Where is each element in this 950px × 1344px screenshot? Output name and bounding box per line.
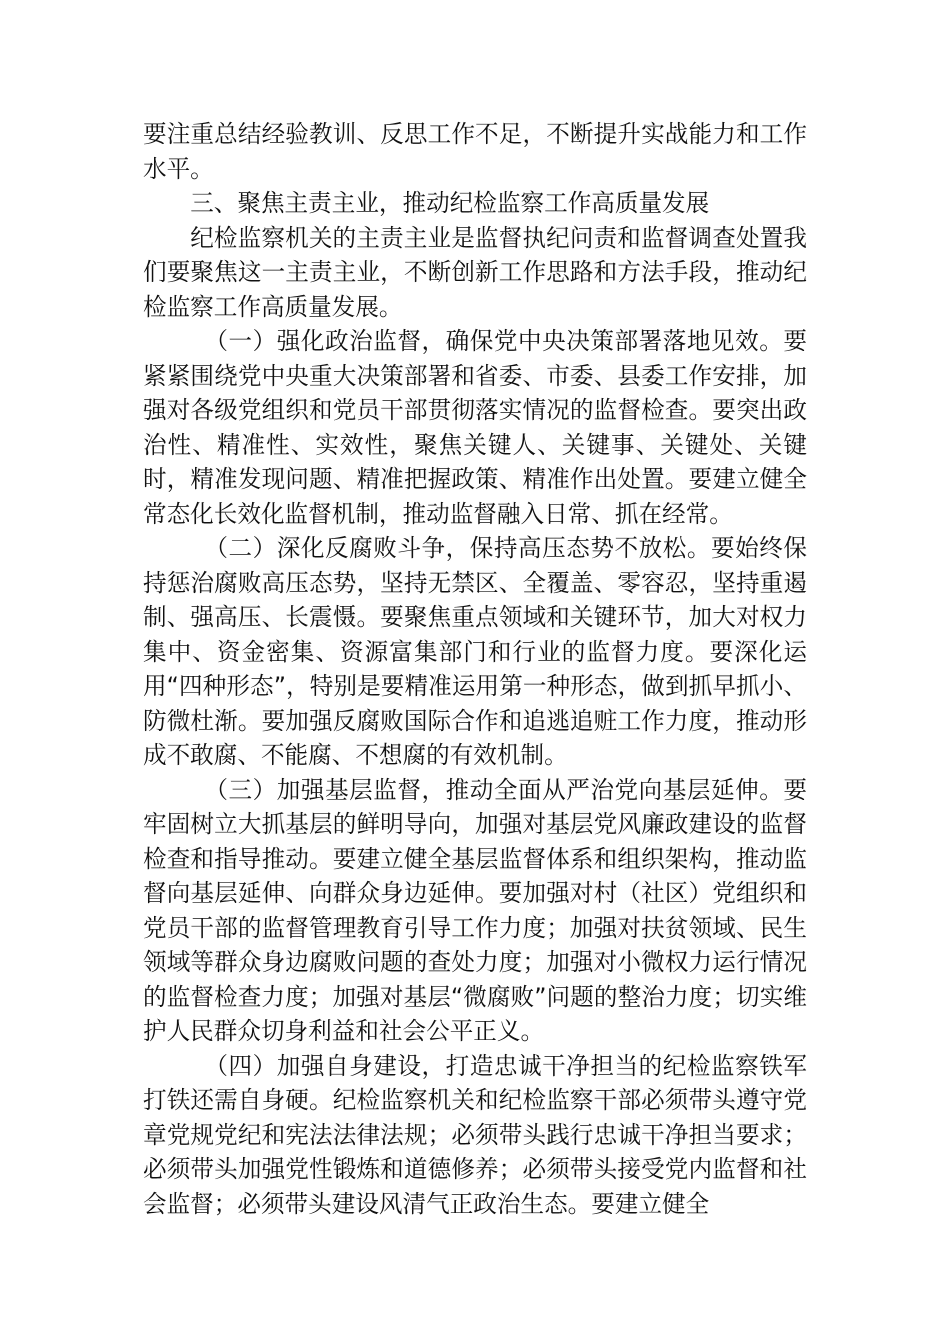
- paragraph-item-1: （一）强化政治监督，确保党中央决策部署落地见效。要紧紧围绕党中央重大决策部署和省委、市委、县委工作安排，加强对各级党组织和党员干部贯彻落实情况的监督检查。要突出政治性、精准性、实效性，聚焦关键人、关键事、关键处、关键时，精准发现问题、精准把握政策、精准作出处置。要建立健全常态化长效化监督机制，推动监督融入日常、抓在经常。: [143, 327, 807, 528]
- section-heading: 三、聚焦主责主业，推动纪检监察工作高质量发展: [190, 189, 710, 217]
- paragraph-continuation: 要注重总结经验教训、反思工作不足，不断提升实战能力和工作水平。: [143, 120, 807, 183]
- document-body: [143, 117, 807, 1221]
- paragraph-item-3: （三）加强基层监督，推动全面从严治党向基层延伸。要牢固树立大抓基层的鲜明导向，加强对基层党风廉政建设的监督检查和指导推动。要建立健全基层监督体系和组织架构，推动监督向基层延伸、向群众身边延伸。要加强对村（社区）党组织和党员干部的监督管理教育引导工作力度；加强对扶贫领域、民生领域等群众身边腐败问题的查处力度；加强对小微权力运行情况的监督检查力度；加强对基层“微腐败”问题的整治力度；切实维护人民群众切身利益和社会公平正义。: [143, 775, 807, 1045]
- paragraph-intro: 纪检监察机关的主责主业是监督执纪问责和监督调查处置我们要聚焦这一主责主业，不断创新工作思路和方法手段，推动纪检监察工作高质量发展。: [143, 223, 807, 321]
- paragraph-item-2: （二）深化反腐败斗争，保持高压态势不放松。要始终保持惩治腐败高压态势，坚持无禁区、全覆盖、零容忍，坚持重遏制、强高压、长震慑。要聚焦重点领域和关键环节，加大对权力集中、资金密集、资源富集部门和行业的监督力度。要深化运用“四种形态”，特别是要精准运用第一种形态，做到抓早抓小、防微杜渐。要加强反腐败国际合作和追逃追赃工作力度，推动形成不敢腐、不能腐、不想腐的有效机制。: [143, 534, 807, 769]
- paragraph-item-4: （四）加强自身建设，打造忠诚干净担当的纪检监察铁军打铁还需自身硬。纪检监察机关和纪检监察干部必须带头遵守党章党规党纪和宪法法律法规；必须带头践行忠诚干净担当要求；必须带头加强党性锻炼和道德修养；必须带头接受党内监督和社会监督；必须带头建设风清气正政治生态。要建立健全: [143, 1051, 807, 1218]
